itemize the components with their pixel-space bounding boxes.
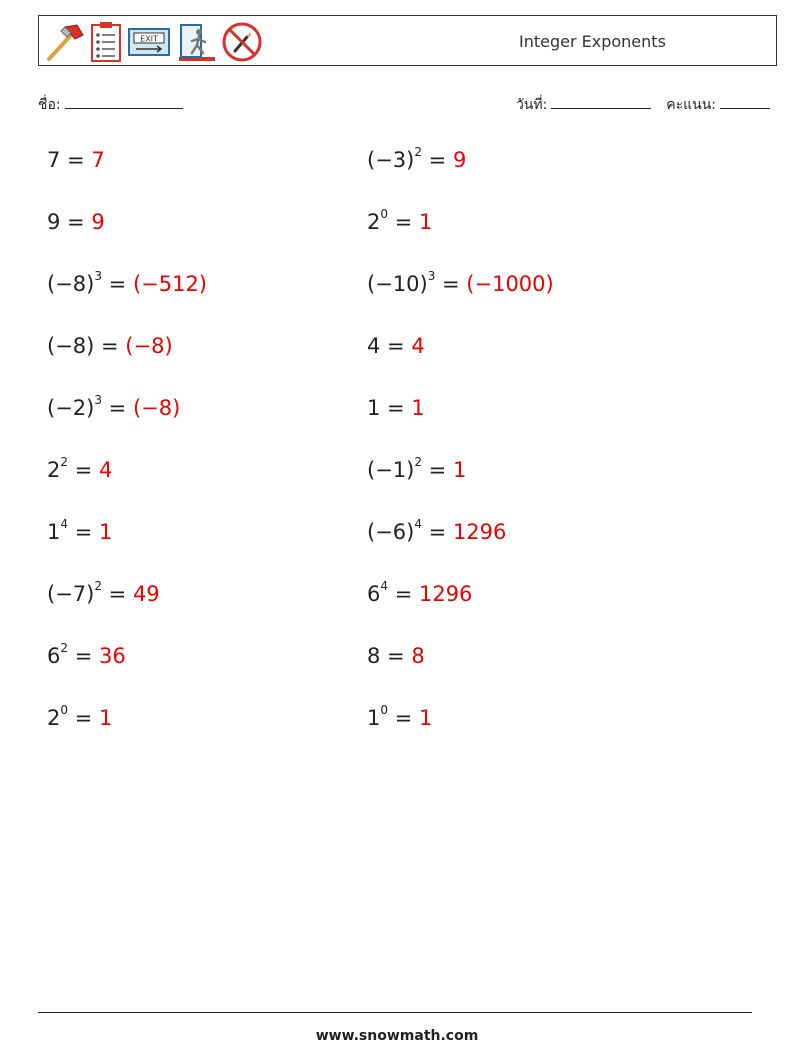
worksheet-title: Integer Exponents [519, 32, 666, 51]
problem-base: 4 [367, 334, 381, 358]
problem-item [47, 703, 113, 730]
problem-answer: 4 [411, 334, 425, 358]
equals-sign: = [68, 706, 99, 730]
exit-sign-icon [127, 21, 171, 63]
problem-base: 2 [47, 706, 61, 730]
problem-item [367, 334, 425, 358]
problem-item [367, 455, 467, 482]
emergency-exit-icon [175, 21, 217, 63]
equals-sign: = [101, 272, 133, 296]
equals-sign: = [388, 706, 419, 730]
footer-divider [38, 1012, 752, 1013]
equals-sign: = [421, 458, 453, 482]
problem-answer: 1 [98, 520, 113, 544]
problem-answer: (−512) [132, 272, 208, 296]
problem-base: 8 [367, 644, 381, 668]
problem-answer: 1 [418, 706, 433, 730]
problem-answer: (−8) [125, 334, 173, 358]
problem-base: (−8) [47, 272, 95, 296]
date-label: วันที่: [515, 97, 548, 113]
equals-sign: = [388, 582, 419, 606]
problem-exponent: 3 [94, 393, 102, 407]
problem-exponent: 3 [427, 269, 436, 283]
problem-item [367, 517, 507, 544]
problem-item [367, 396, 425, 420]
problem-answer: 7 [91, 148, 105, 172]
problem-item [47, 334, 173, 358]
equals-sign: = [101, 396, 133, 420]
problem-base: 2 [47, 458, 61, 482]
problem-exponent: 2 [60, 455, 69, 469]
equals-sign: = [68, 520, 99, 544]
date-score-fields [516, 94, 770, 116]
problem-exponent: 3 [94, 269, 102, 283]
equals-sign: = [421, 148, 453, 172]
problem-exponent: 2 [414, 455, 422, 469]
problem-exponent: 0 [380, 207, 389, 221]
equals-sign: = [380, 396, 412, 420]
problem-base: 6 [367, 582, 381, 606]
problem-answer: 1 [418, 210, 433, 234]
problem-base: 2 [367, 210, 381, 234]
worksheet-header [38, 15, 777, 66]
problem-answer: 1296 [452, 520, 507, 544]
equals-sign: = [68, 458, 99, 482]
problem-answer: 1 [411, 396, 425, 420]
problem-exponent: 4 [380, 579, 389, 593]
problem-answer: (−8) [132, 396, 181, 420]
equals-sign: = [68, 644, 99, 668]
problem-base: (−7) [47, 582, 95, 606]
equals-sign: = [388, 210, 419, 234]
problem-answer: 1296 [418, 582, 473, 606]
problem-item [367, 145, 467, 172]
problem-base: 9 [47, 210, 61, 234]
problem-base: (−10) [367, 272, 428, 296]
svg-text:EXIT: EXIT [140, 34, 158, 44]
problem-base: 1 [367, 706, 381, 730]
problem-item [47, 517, 113, 544]
problem-base: (−8) [47, 334, 95, 358]
problem-exponent: 2 [60, 641, 69, 655]
footer-url: www.snowmath.com [315, 1028, 479, 1044]
problem-answer: 9 [452, 148, 467, 172]
problem-item [47, 148, 105, 172]
problem-base: (−6) [367, 520, 415, 544]
equals-sign: = [94, 334, 126, 358]
problem-answer: 36 [98, 644, 126, 668]
problem-item [367, 207, 433, 234]
problem-exponent: 4 [414, 517, 422, 531]
equals-sign: = [380, 334, 412, 358]
problem-answer: (−1000) [466, 272, 554, 296]
name-blank [65, 94, 183, 109]
problem-exponent: 2 [94, 579, 102, 593]
problem-item [47, 393, 181, 420]
fire-axe-icon [43, 21, 85, 63]
problem-answer: 8 [411, 644, 425, 668]
equals-sign: = [421, 520, 453, 544]
problem-answer: 1 [452, 458, 467, 482]
score-label: คะแนน: [666, 97, 716, 113]
problem-item [47, 455, 113, 482]
equals-sign: = [101, 582, 133, 606]
problem-answer: 4 [98, 458, 113, 482]
problem-answer: 49 [132, 582, 160, 606]
equals-sign: = [380, 644, 412, 668]
equals-sign: = [60, 148, 92, 172]
header-icons [43, 20, 263, 64]
problem-exponent: 2 [414, 145, 422, 159]
problem-answer: 1 [98, 706, 113, 730]
name-label: ชื่อ: [38, 97, 61, 113]
problem-item [47, 210, 105, 234]
equals-sign: = [435, 272, 467, 296]
date-blank [551, 94, 651, 109]
problem-base: (−1) [367, 458, 415, 482]
equals-sign: = [60, 210, 92, 234]
problem-item [47, 269, 208, 296]
checklist-icon [89, 21, 123, 63]
problem-item [47, 641, 126, 668]
score-blank [720, 94, 770, 109]
problem-base: (−2) [47, 396, 95, 420]
problem-base: 7 [47, 148, 61, 172]
problem-exponent: 0 [60, 703, 69, 717]
problem-item [47, 579, 160, 606]
no-fire-icon [221, 21, 263, 63]
problem-exponent: 0 [380, 703, 389, 717]
problem-base: (−3) [367, 148, 415, 172]
problem-exponent: 4 [60, 517, 69, 531]
problem-item [367, 579, 473, 606]
problem-answer: 9 [91, 210, 105, 234]
problem-base: 1 [367, 396, 381, 420]
problem-item [367, 703, 433, 730]
name-field [38, 94, 183, 116]
problem-item [367, 269, 554, 296]
problem-base: 1 [47, 520, 61, 544]
problem-base: 6 [47, 644, 61, 668]
problem-item [367, 644, 425, 668]
